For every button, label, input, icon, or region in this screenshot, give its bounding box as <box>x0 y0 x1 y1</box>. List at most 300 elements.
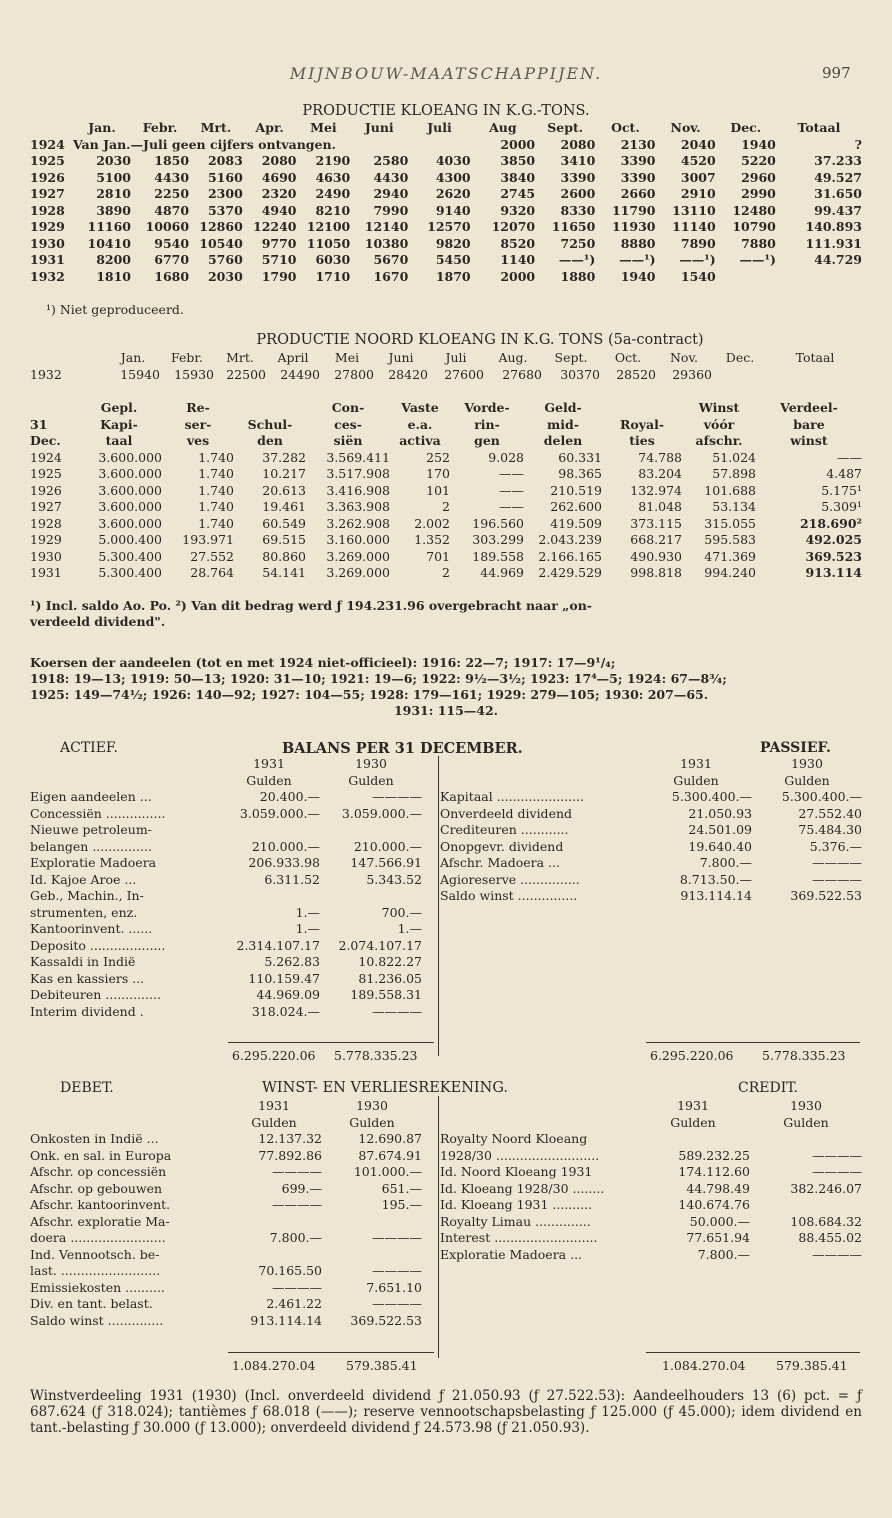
table-row <box>440 1197 862 1214</box>
value-cell: ——¹) <box>679 252 716 267</box>
column-header: den <box>257 433 283 448</box>
table-row <box>30 186 862 203</box>
value-cell: 174.112.60 <box>678 1164 750 1179</box>
winstverdeeling-paragraph: Winstverdeeling 1931 (1930) (Incl. onverdeeld dividend ƒ 21.050.93 (ƒ 27.522.53): Aandeelhouders 13 (6) pct. = ƒ 687.624 (ƒ 318.024); tantièmes ƒ 68.018 (——); reserve vennootschapsbelasting ƒ 125.000 (ƒ 45.000); idem dividend en tant.-belasting ƒ 30.000 (ƒ 13.000); onverdeeld dividend ƒ 24.573.98 (ƒ 21.050.93). <box>30 1388 862 1436</box>
label-cell: Crediteuren ............ <box>440 822 569 837</box>
label-cell: Id. Noord Kloeang 1931 <box>440 1164 593 1179</box>
value-cell: 6030 <box>315 252 351 267</box>
column-header: Nov. <box>669 350 698 365</box>
value-cell: 9140 <box>435 202 471 218</box>
value-cell: 2.002 <box>414 515 450 531</box>
spacer <box>422 905 438 922</box>
year-cell: 1925 <box>30 466 62 481</box>
value-cell: 369.522.53 <box>790 888 862 903</box>
value-cell: 2300 <box>207 186 243 201</box>
winst-divider <box>438 1096 439 1358</box>
table-row <box>30 1164 438 1181</box>
spacer <box>422 773 438 790</box>
table-row <box>440 1214 862 1231</box>
spacer <box>30 773 218 790</box>
label-cell: Geb., Machin., In- <box>30 888 144 903</box>
table-row <box>30 450 862 467</box>
value-cell: 12570 <box>427 219 471 234</box>
spacer <box>422 971 438 988</box>
value-cell: 196.560 <box>472 515 524 531</box>
actief-total-rule <box>228 1042 434 1043</box>
table-row <box>30 1280 438 1297</box>
value-cell: 77.651.94 <box>686 1230 750 1245</box>
value-cell: 206.933.98 <box>248 855 320 870</box>
spacer <box>440 756 640 773</box>
table-row <box>30 954 438 971</box>
year-cell: 1926 <box>30 169 65 185</box>
value-cell: —— <box>837 449 862 465</box>
table-row <box>30 252 862 269</box>
value-cell: 195.— <box>381 1197 422 1212</box>
value-cell: 3.262.908 <box>326 515 390 531</box>
value-cell <box>750 1131 862 1148</box>
value-cell: 6770 <box>154 252 190 267</box>
unit-header: Gulden <box>246 772 292 788</box>
year-header: 1931 <box>680 756 712 771</box>
value-cell: 8520 <box>500 235 536 251</box>
value-cell: 3.160.000 <box>326 532 390 547</box>
spacer <box>422 822 438 839</box>
balans-passief-table <box>440 756 862 905</box>
label-cell: doera ........................ <box>30 1230 166 1245</box>
passief-label: PASSIEF. <box>760 740 831 756</box>
value-cell <box>226 1214 322 1231</box>
year-cell: 1928 <box>30 515 62 531</box>
spacer <box>422 839 438 856</box>
value-cell: 373.115 <box>630 515 682 531</box>
spacer <box>422 921 438 938</box>
value-cell: 140.893 <box>805 219 862 234</box>
koersen-line-2: 1918: 19—13; 1919: 50—13; 1920: 31—10; 1921: 19—6; 1922: 9½—3½; 1923: 17⁴—5; 1924: 67—8¾; <box>30 671 727 686</box>
value-cell: 315.055 <box>704 515 756 531</box>
value-cell: 2080 <box>560 136 596 152</box>
value-cell: 210.000.— <box>353 838 422 854</box>
year-header: 1930 <box>355 756 387 771</box>
value-cell: 81.236.05 <box>358 970 422 986</box>
column-header: Aug. <box>498 350 528 365</box>
value-cell <box>320 888 422 905</box>
value-cell: 7890 <box>680 235 716 251</box>
label-cell: Ind. Vennootsch. be- <box>30 1246 160 1262</box>
label-cell: Royalty Noord Kloeang <box>440 1131 588 1146</box>
value-cell: 5.300.400.— <box>671 789 752 804</box>
value-cell: 75.484.30 <box>798 822 862 837</box>
value-cell: 318.024.— <box>251 1003 320 1019</box>
value-cell: 913.114.14 <box>680 888 752 903</box>
value-cell: 8.713.50.— <box>679 871 752 887</box>
value-cell: 3.600.000 <box>98 515 162 531</box>
column-header: siën <box>333 433 363 448</box>
value-cell: 3.517.908 <box>326 466 390 481</box>
value-cell: 5670 <box>373 252 409 267</box>
value-cell: 54.141 <box>262 565 306 580</box>
value-cell <box>322 1247 422 1264</box>
table-row <box>30 971 438 988</box>
value-cell: 111.931 <box>805 235 862 251</box>
value-cell: 3410 <box>560 153 596 168</box>
actief-label: ACTIEF. <box>60 740 118 756</box>
value-cell: 11650 <box>551 219 596 234</box>
value-cell: 10410 <box>87 235 132 251</box>
value-cell: 99.437 <box>814 202 862 218</box>
column-header: Mrt. <box>200 120 232 135</box>
value-cell: 1.740 <box>198 515 234 531</box>
value-cell: 2.043.239 <box>538 532 602 547</box>
value-cell: 101.688 <box>704 482 756 498</box>
table-header-row <box>30 350 862 367</box>
running-header: MIJNBOUW-MAATSCHAPPIJEN. <box>289 64 603 83</box>
table-row <box>30 269 862 286</box>
value-cell: 189.558.31 <box>350 987 422 1002</box>
value-cell: 77.892.86 <box>258 1147 322 1163</box>
value-cell: 37.233 <box>814 153 862 168</box>
value-cell: 51.024 <box>712 449 756 465</box>
value-cell: 10060 <box>145 219 190 234</box>
value-cell: 2620 <box>435 186 471 201</box>
label-cell: Onkosten in Indië ... <box>30 1131 159 1146</box>
value-cell: 19.461 <box>262 499 306 514</box>
column-header: Febr. <box>171 350 203 365</box>
winst-credit-table <box>440 1098 862 1263</box>
unit-header-row <box>30 773 438 790</box>
value-cell: 913.114 <box>805 565 862 580</box>
value-cell: 668.217 <box>630 532 682 547</box>
value-cell: 1880 <box>560 268 596 284</box>
value-cell: 57.898 <box>712 466 756 481</box>
column-header: ves <box>186 433 210 448</box>
value-cell: ———— <box>812 1147 862 1163</box>
label-cell: Afschr. op gebouwen <box>30 1180 163 1196</box>
column-header: Royal- <box>619 416 665 432</box>
value-cell: 2320 <box>261 186 297 201</box>
column-header <box>602 400 682 417</box>
value-cell: 2 <box>442 499 450 514</box>
value-cell: 5220 <box>741 153 776 168</box>
value-cell: —— <box>499 466 524 481</box>
table-row <box>30 499 862 516</box>
value-cell: 3.600.000 <box>98 499 162 514</box>
value-cell: 382.246.07 <box>790 1180 862 1196</box>
value-cell: 193.971 <box>182 532 234 547</box>
capital-footnote-2: verdeeld dividend". <box>30 614 166 629</box>
value-cell: 170 <box>426 466 450 481</box>
value-cell: 50.000.— <box>689 1213 750 1229</box>
column-header: Oct. <box>611 120 640 135</box>
label-cell: Kapitaal ...................... <box>440 789 585 804</box>
column-header: 31 <box>30 416 48 432</box>
value-cell: 140.674.76 <box>678 1197 750 1212</box>
table-row <box>440 806 862 823</box>
value-cell: 2660 <box>620 186 656 201</box>
value-cell: 1940 <box>741 136 776 152</box>
table-row <box>30 921 438 938</box>
unit-header: Gulden <box>251 1114 297 1130</box>
table-header-row <box>30 417 862 434</box>
column-header: Juni <box>388 350 414 365</box>
spacer <box>440 1098 636 1115</box>
column-header: Juli <box>445 350 467 365</box>
column-header: Geld- <box>544 400 582 415</box>
column-header: Verdeel- <box>780 400 838 415</box>
value-cell: 3.269.000 <box>326 565 390 580</box>
value-cell <box>716 269 776 286</box>
table-row <box>30 1263 438 1280</box>
value-cell: ———— <box>812 871 862 887</box>
value-cell: 2745 <box>500 186 536 201</box>
value-cell: 699.— <box>281 1180 322 1196</box>
value-cell: 4030 <box>435 153 471 168</box>
value-cell: 12.137.32 <box>258 1131 322 1146</box>
spacer <box>422 789 438 806</box>
value-cell: 4520 <box>680 153 716 168</box>
value-cell: 4430 <box>154 169 190 185</box>
label-cell: Interim dividend . <box>30 1003 144 1019</box>
table-header-row <box>30 400 862 417</box>
year-cell: 1931 <box>30 565 62 580</box>
value-cell: 4940 <box>261 202 297 218</box>
year-cell: 1930 <box>30 548 62 564</box>
value-cell: 53.134 <box>712 499 756 514</box>
value-cell: 28.764 <box>190 565 234 580</box>
page-number: 997 <box>822 64 851 82</box>
year-cell: 1928 <box>30 202 65 218</box>
value-cell <box>226 1247 322 1264</box>
value-cell: 3840 <box>500 169 536 185</box>
value-cell: 44.969 <box>480 565 524 580</box>
value-cell: 1.740 <box>198 449 234 465</box>
column-header: winst <box>790 433 828 448</box>
spacer <box>422 1181 438 1198</box>
table-row <box>440 839 862 856</box>
value-cell: ———— <box>272 1164 322 1179</box>
value-cell: 303.299 <box>472 532 524 547</box>
table-row <box>30 1148 438 1165</box>
balans-actief-table <box>30 756 438 1020</box>
value-cell: ———— <box>812 1164 862 1179</box>
value-cell: 1.— <box>295 921 320 936</box>
table-row <box>440 888 862 905</box>
value-cell: 11050 <box>306 235 351 251</box>
value-cell: 4690 <box>261 169 297 185</box>
value-cell: 2130 <box>620 136 656 152</box>
value-cell: 7990 <box>373 202 409 218</box>
year-header: 1930 <box>356 1098 388 1113</box>
value-cell: 10.217 <box>262 466 306 481</box>
table-row <box>440 1148 862 1165</box>
column-header: Gepl. <box>100 400 138 415</box>
unit-header-row <box>440 1115 862 1132</box>
value-cell: 1810 <box>96 268 132 284</box>
table-row <box>440 872 862 889</box>
column-header: Winst <box>698 400 740 415</box>
label-cell: Kantoorinvent. ...... <box>30 921 153 936</box>
label-cell: Afschr. exploratie Ma- <box>30 1213 170 1229</box>
unit-header-row <box>440 773 862 790</box>
value-cell: 994.240 <box>704 565 756 580</box>
column-header: Febr. <box>142 120 178 135</box>
table-row <box>440 1164 862 1181</box>
value-cell: ———— <box>372 1296 422 1311</box>
table-row <box>30 532 862 549</box>
value-cell: 218.690² <box>799 515 862 531</box>
spacer <box>422 1247 438 1264</box>
column-header: Mrt. <box>226 350 254 365</box>
value-cell: 3.363.908 <box>326 499 390 514</box>
winst-credit-total-1930: 579.385.41 <box>776 1358 848 1373</box>
value-cell: 7.800.— <box>269 1230 322 1245</box>
value-cell <box>776 269 862 286</box>
year-header-row <box>30 1098 438 1115</box>
column-header: vóór <box>703 416 735 432</box>
table-row <box>30 549 862 566</box>
spacer <box>422 1313 438 1330</box>
column-header: Kapi- <box>100 416 138 432</box>
table-row <box>30 483 862 500</box>
prod-noord-table <box>30 350 862 383</box>
value-cell: 22500 <box>226 366 266 382</box>
value-cell: 7.800.— <box>699 855 752 870</box>
column-header: Dec. <box>730 120 762 135</box>
value-cell: 1.352 <box>414 532 450 547</box>
value-cell: 7880 <box>741 235 776 251</box>
value-cell: 7250 <box>560 235 596 251</box>
value-cell: 5.000.400 <box>98 532 162 547</box>
value-cell: 2.074.107.17 <box>338 937 422 953</box>
value-cell: 60.331 <box>558 449 602 465</box>
column-header: mid- <box>547 416 579 432</box>
value-cell: 210.519 <box>550 482 602 498</box>
spacer <box>422 1280 438 1297</box>
value-cell <box>322 1214 422 1231</box>
value-cell: 589.232.25 <box>678 1147 750 1163</box>
spacer <box>422 954 438 971</box>
year-header-row <box>440 756 862 773</box>
value-cell: 2250 <box>154 186 190 201</box>
label-cell: Concessiën ............... <box>30 805 166 821</box>
table-row <box>30 153 862 170</box>
spacer <box>440 1115 636 1132</box>
spacer <box>422 888 438 905</box>
prod-kloeang-footnote: ¹) Niet geproduceerd. <box>46 302 184 317</box>
value-cell: 44.969.09 <box>256 987 320 1002</box>
unit-header: Gulden <box>783 1114 829 1130</box>
value-cell: 471.369 <box>704 548 756 564</box>
column-header: bare <box>793 416 825 432</box>
balans-passief-total-1930: 5.778.335.23 <box>762 1048 846 1063</box>
value-cell: 3007 <box>680 169 716 185</box>
value-cell: 24490 <box>280 366 320 382</box>
year-cell: 1932 <box>30 366 62 382</box>
column-header: e.a. <box>407 416 433 432</box>
value-cell: 2.166.165 <box>538 548 602 564</box>
koersen-line-4: 1931: 115—42. <box>393 703 499 718</box>
table-row <box>30 170 862 187</box>
spacer <box>440 773 640 790</box>
value-cell: 28420 <box>388 366 428 382</box>
column-header: rin- <box>474 416 500 432</box>
value-cell: 8200 <box>96 252 132 267</box>
label-cell: Interest .......................... <box>440 1230 598 1245</box>
value-cell <box>712 367 768 384</box>
value-cell: ———— <box>812 855 862 870</box>
value-cell: 5370 <box>207 202 243 218</box>
value-cell: 8880 <box>620 235 656 251</box>
column-header: ties <box>629 433 655 448</box>
year-cell: 1927 <box>30 499 62 514</box>
table-row <box>30 822 438 839</box>
value-cell: 4300 <box>435 169 471 185</box>
value-cell: 1850 <box>154 153 190 168</box>
year-header <box>30 350 106 367</box>
value-cell: 5160 <box>207 169 243 185</box>
value-cell: 88.455.02 <box>798 1230 862 1245</box>
credit-label: CREDIT. <box>738 1080 798 1096</box>
value-cell: 27800 <box>334 366 374 382</box>
value-cell: 369.522.53 <box>350 1312 422 1328</box>
table-header-row <box>30 433 862 450</box>
column-header: Vorde- <box>464 400 510 415</box>
label-cell: Afschr. op concessiën <box>30 1164 167 1179</box>
label-cell: Saldo winst .............. <box>30 1312 164 1328</box>
credit-total-rule <box>646 1352 860 1353</box>
value-cell: 101.000.— <box>353 1164 422 1179</box>
value-cell: 31.650 <box>814 186 862 201</box>
table-row <box>30 367 862 384</box>
value-cell: 12140 <box>364 219 409 234</box>
table-row <box>440 1131 862 1148</box>
spacer <box>422 855 438 872</box>
value-cell: 27.552.40 <box>798 805 862 821</box>
year-header-row <box>440 1098 862 1115</box>
table-row <box>440 1181 862 1198</box>
value-cell: 3.569.411 <box>326 449 390 465</box>
balans-actief-total-1931: 6.295.220.06 <box>232 1048 316 1063</box>
table-row <box>30 872 438 889</box>
value-cell: 2580 <box>373 153 409 168</box>
column-header: Juni <box>364 120 394 135</box>
value-cell: 2810 <box>96 186 132 201</box>
debet-label: DEBET. <box>60 1080 114 1096</box>
value-cell: ———— <box>812 1246 862 1262</box>
value-cell: 11160 <box>87 219 132 234</box>
value-cell: ———— <box>372 789 422 804</box>
value-cell: 11140 <box>672 219 716 234</box>
value-cell: 2 <box>442 565 450 580</box>
label-cell: Afschr. Madoera ... <box>440 855 560 870</box>
debet-total-rule <box>228 1352 434 1353</box>
value-cell: 10790 <box>732 219 776 234</box>
spacer <box>422 1296 438 1313</box>
spacer <box>422 938 438 955</box>
column-header: April <box>277 350 309 365</box>
value-cell: ———— <box>372 1263 422 1278</box>
table-row <box>30 516 862 533</box>
table-row <box>30 1181 438 1198</box>
column-header: delen <box>543 433 583 448</box>
value-cell: 1680 <box>154 268 190 284</box>
column-header: Oct. <box>614 350 642 365</box>
column-header: Aug <box>489 120 517 135</box>
column-header: Con- <box>331 400 365 415</box>
value-cell: 20.400.— <box>259 789 320 804</box>
value-cell: 189.558 <box>472 548 524 564</box>
value-cell: 595.583 <box>704 532 756 547</box>
